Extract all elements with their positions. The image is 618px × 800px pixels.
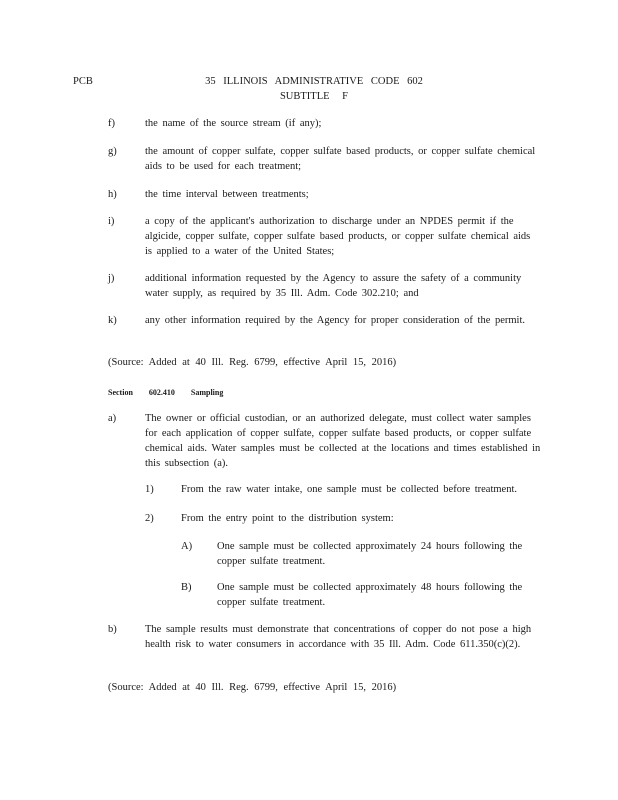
section-heading xyxy=(108,385,237,400)
section-title: Sampling xyxy=(190,388,224,397)
header-agency: PCB xyxy=(73,76,93,87)
sub-item-text: From the entry point to the distribution system: xyxy=(181,513,394,524)
item-text: a copy of the applicant's authorization to discharge under an NPDES permit if the algicide, copper sulfate, copper sulfate based products, or copper sulfate chemical aids is applied to a water of the United States; xyxy=(145,216,531,257)
item-text: the name of the source stream (if any); xyxy=(145,118,322,129)
item-label: g) xyxy=(108,146,117,157)
item-label: j) xyxy=(108,273,115,284)
item-text: the amount of copper sulfate, copper sulfate based products, or copper sulfate chemical aids to be used for each treatment; xyxy=(145,146,536,172)
item-text: The sample results must demonstrate that concentrations of copper do not pose a high health risk to water consumers in accordance with 35 Ill. Adm. Code 611.350(c)(2). xyxy=(145,624,532,650)
source-note: (Source: Added at 40 Ill. Reg. 6799, effective April 15, 2016) xyxy=(108,357,397,368)
item-text: the time interval between treatments; xyxy=(145,189,309,200)
item-label: k) xyxy=(108,315,117,326)
item-text: additional information requested by the Agency to assure the safety of a community water supply, as required by 35 Ill. Adm. Code 302.210; and xyxy=(145,273,522,299)
header-title: 35 ILLINOIS ADMINISTRATIVE CODE 602 xyxy=(205,76,423,87)
sub-item-label: 1) xyxy=(145,484,154,495)
item-text: any other information required by the Agency for proper consideration of the permit. xyxy=(145,315,526,326)
header-subtitle: SUBTITLE F xyxy=(279,91,349,102)
sub-sub-item-text: One sample must be collected approximately 48 hours following the copper sulfate treatment. xyxy=(217,582,523,608)
item-label: a) xyxy=(108,413,117,424)
sub-sub-item-label: B) xyxy=(181,582,192,593)
item-label: h) xyxy=(108,189,117,200)
item-label: b) xyxy=(108,624,117,635)
item-label: i) xyxy=(108,216,115,227)
source-note: (Source: Added at 40 Ill. Reg. 6799, effective April 15, 2016) xyxy=(108,682,397,693)
section-number: 602.410 xyxy=(148,388,175,397)
section-word: Section xyxy=(108,388,133,397)
item-text: The owner or official custodian, or an authorized delegate, must collect water samples for each application of copper sulfate, copper sulfate based products, or copper sulfate chemical aids. Water samples must be collected at the locations and times established in this subsection (a). xyxy=(145,413,541,469)
sub-sub-item-text: One sample must be collected approximately 24 hours following the copper sulfate treatment. xyxy=(217,541,523,567)
sub-item-label: 2) xyxy=(145,513,154,524)
sub-sub-item-label: A) xyxy=(181,541,193,552)
item-label: f) xyxy=(108,118,115,129)
sub-item-text: From the raw water intake, one sample must be collected before treatment. xyxy=(181,484,518,495)
